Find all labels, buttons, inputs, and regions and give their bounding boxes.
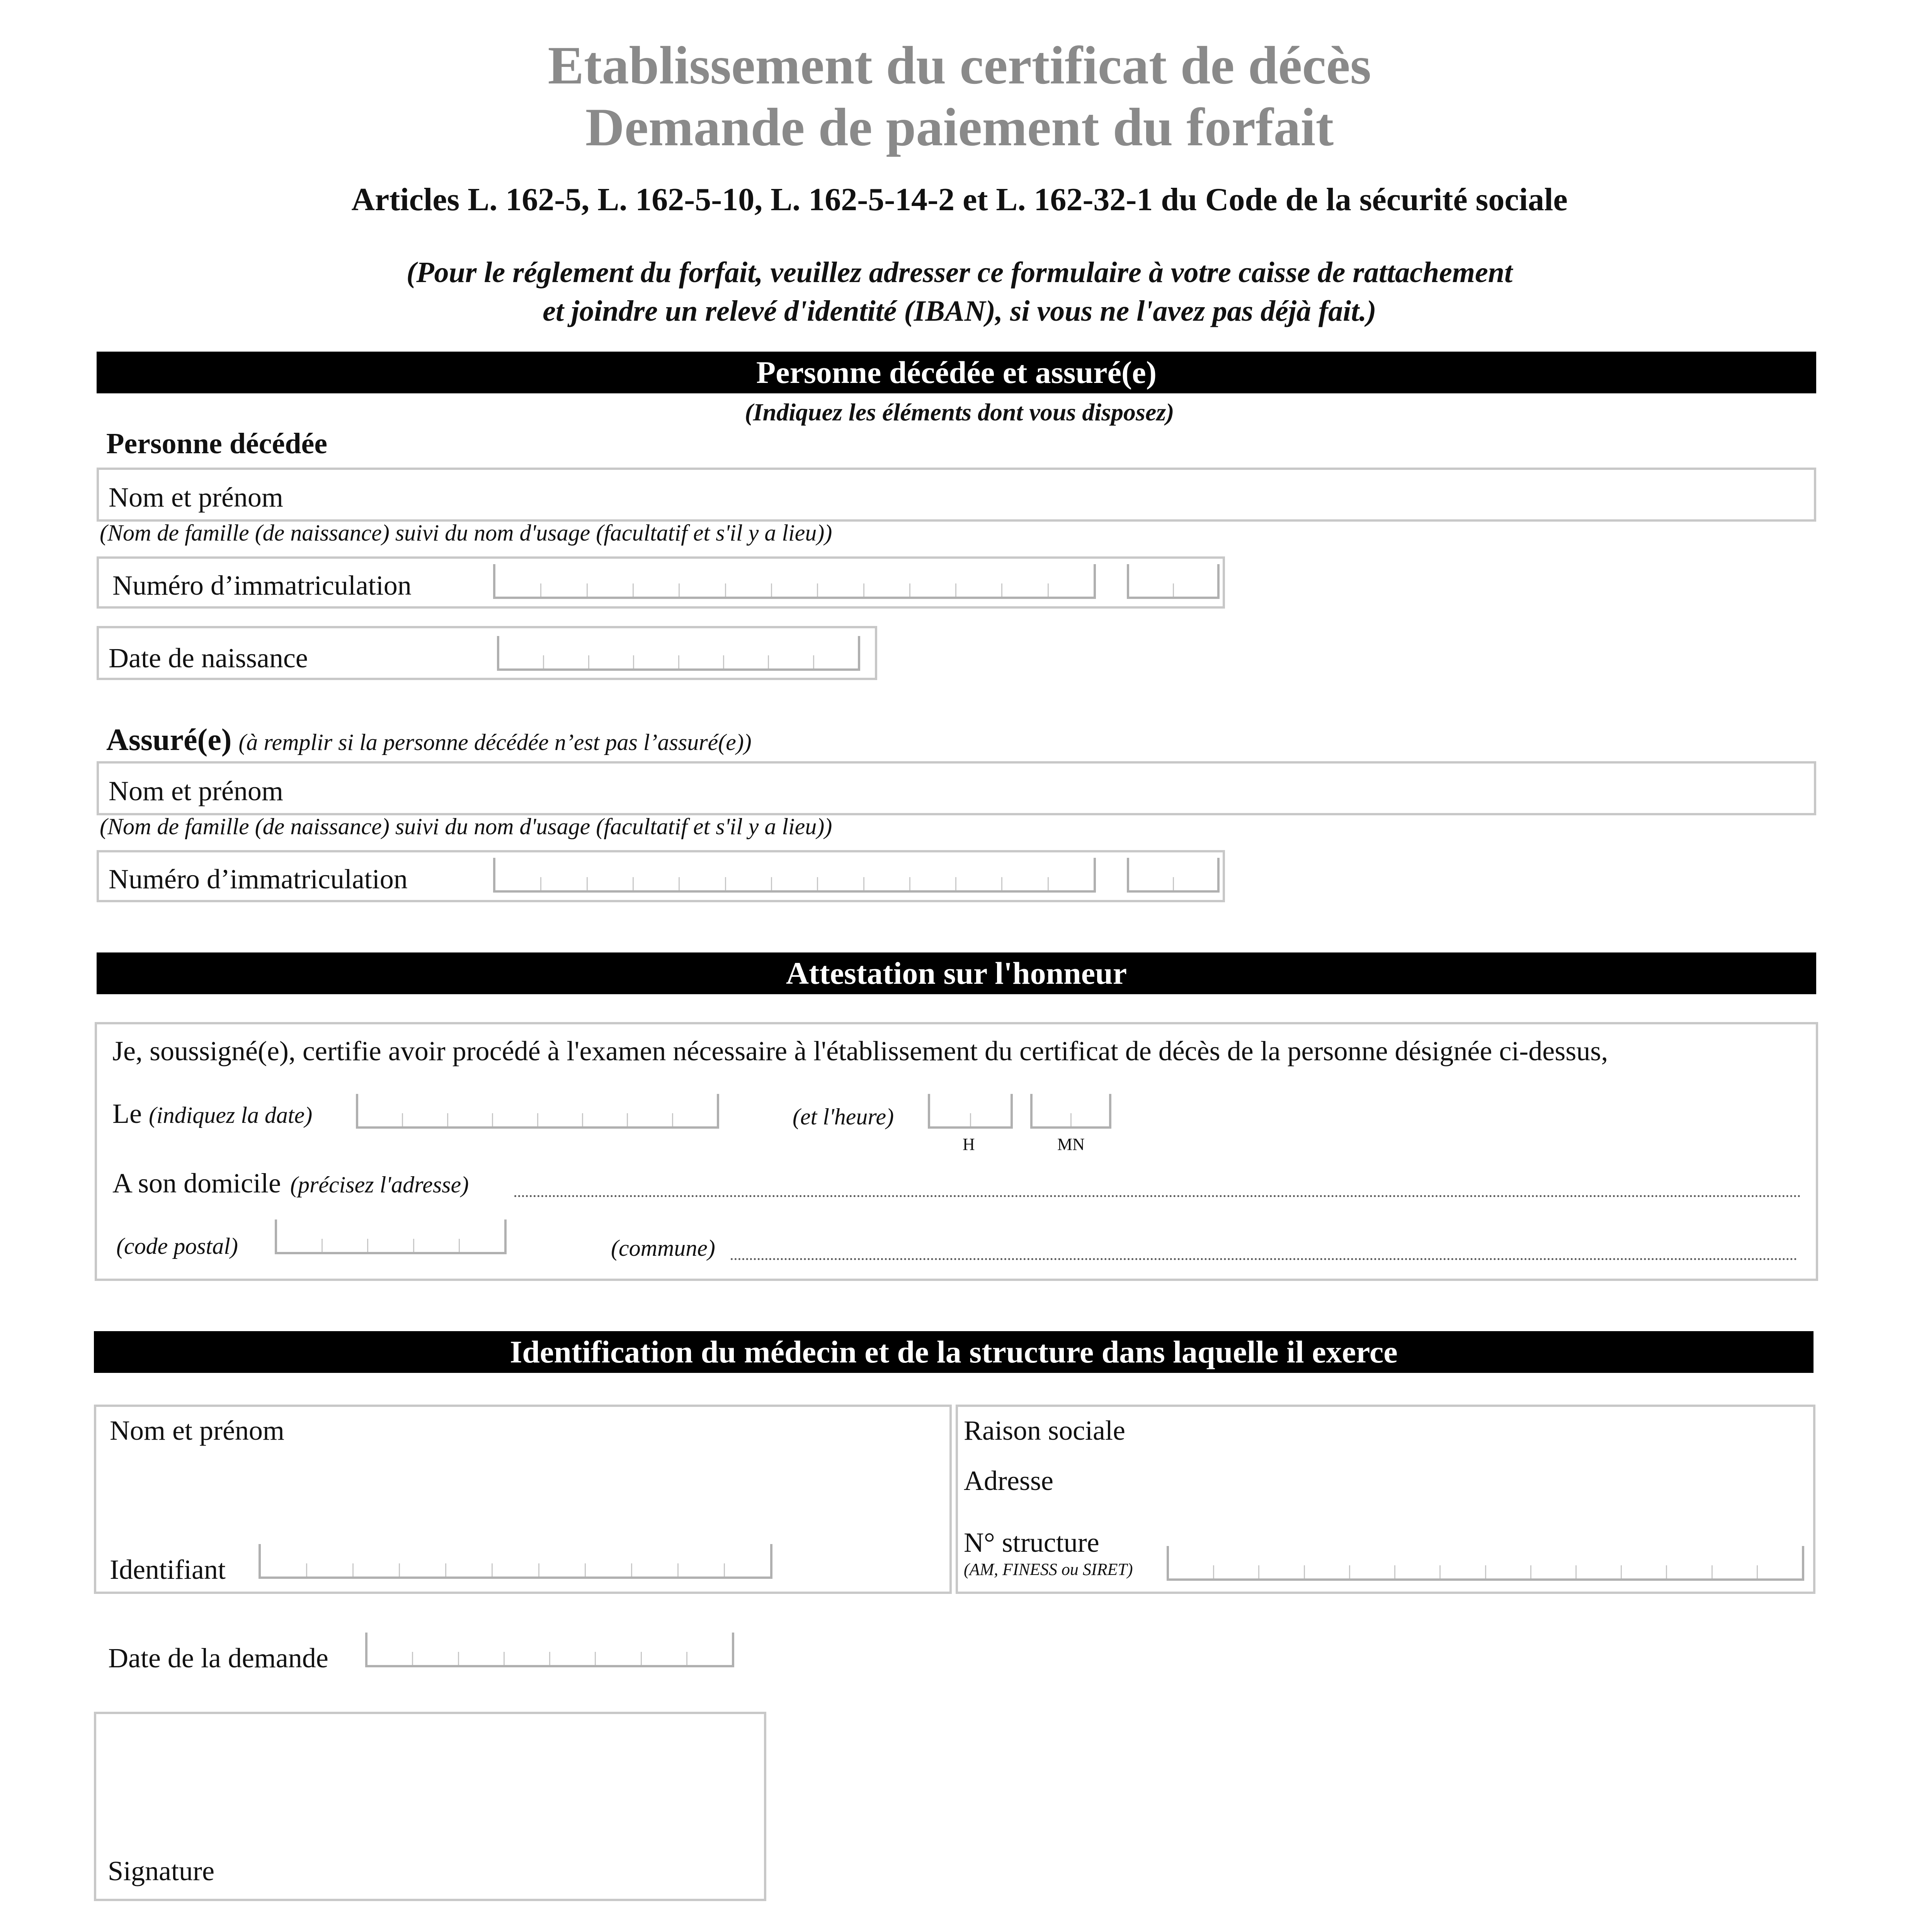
- commune-hint: (commune): [611, 1235, 715, 1261]
- legal-articles: Articles L. 162-5, L. 162-5-10, L. 162-5-14-2 et L. 162-32-1 du Code de la sécurité sociale: [351, 182, 1568, 218]
- signature-box[interactable]: [94, 1712, 766, 1901]
- postal-code-cells[interactable]: [275, 1219, 507, 1254]
- le-label: Le: [112, 1098, 142, 1129]
- address-label: Adresse: [964, 1465, 1053, 1496]
- attestation-box: [95, 1022, 1818, 1281]
- structure-number-cells[interactable]: [1167, 1546, 1804, 1581]
- exam-minute-cells[interactable]: [1030, 1094, 1111, 1129]
- insured-name-label: Nom et prénom: [109, 776, 283, 806]
- insured-id-field[interactable]: [97, 850, 1225, 902]
- time-hint: (et l'heure): [793, 1104, 894, 1129]
- exam-hour-cells[interactable]: [928, 1094, 1013, 1129]
- le-hint: (indiquez la date): [148, 1102, 313, 1128]
- company-name-label: Raison sociale: [964, 1415, 1125, 1446]
- commune-line[interactable]: [731, 1258, 1797, 1260]
- insured-label-hint: (à remplir si la personne décédée n’est pas l’assuré(e)): [238, 730, 752, 755]
- notice-line-2: et joindre un relevé d'identité (IBAN), si vous ne l'avez pas déjà fait.): [543, 295, 1376, 327]
- deceased-id-key-cells[interactable]: [1127, 564, 1220, 599]
- request-date-cells[interactable]: [365, 1633, 734, 1667]
- insured-heading: [106, 723, 752, 758]
- deceased-name-label: Nom et prénom: [109, 482, 283, 513]
- minute-label: MN: [1057, 1135, 1085, 1154]
- deceased-birthdate-cells[interactable]: [497, 636, 860, 671]
- section-instruction: (Indiquez les éléments dont vous disposez): [745, 398, 1174, 426]
- doctor-name-label: Nom et prénom: [110, 1415, 284, 1446]
- insured-label: Assuré(e): [106, 723, 232, 757]
- request-date-label: Date de la demande: [108, 1643, 328, 1673]
- section-heading-attestation: Attestation sur l'honneur: [97, 952, 1816, 994]
- insured-name-hint: (Nom de famille (de naissance) suivi du nom d'usage (facultatif et s'il y a lieu)): [100, 814, 832, 839]
- domicile-row-label: [112, 1167, 469, 1199]
- doctor-box: [94, 1405, 952, 1594]
- deceased-birthdate-label: Date de naissance: [109, 643, 308, 673]
- deceased-id-label: Numéro d’immatriculation: [112, 570, 412, 601]
- form-subtitle: Demande de paiement du forfait: [585, 97, 1334, 157]
- identifier-cells[interactable]: [259, 1544, 772, 1579]
- insured-id-label: Numéro d’immatriculation: [109, 864, 408, 895]
- identifier-label: Identifiant: [110, 1554, 226, 1585]
- deceased-label: Personne décédée: [106, 427, 327, 460]
- insured-id-cells[interactable]: [493, 858, 1096, 893]
- structure-number-hint: (AM, FINESS ou SIRET): [964, 1560, 1133, 1579]
- deceased-id-cells[interactable]: [493, 564, 1096, 599]
- section-heading-deceased: Personne décédée et assuré(e): [97, 352, 1816, 393]
- structure-number-label: N° structure: [964, 1527, 1099, 1558]
- notice-line-1: (Pour le réglement du forfait, veuillez adresser ce formulaire à votre caisse de rattachement: [406, 256, 1513, 289]
- exam-date-cells[interactable]: [356, 1094, 719, 1129]
- domicile-hint: (précisez l'adresse): [290, 1172, 469, 1197]
- insured-id-key-cells[interactable]: [1127, 858, 1220, 893]
- insured-name-field[interactable]: [97, 761, 1816, 815]
- deceased-id-field[interactable]: [97, 556, 1225, 609]
- attestation-statement: Je, soussigné(e), certifie avoir procédé à l'examen nécessaire à l'établissement du certificat de décès de la personne désignée ci-dessus,: [112, 1036, 1608, 1066]
- structure-box: [956, 1405, 1815, 1594]
- deceased-birthdate-field[interactable]: [97, 626, 877, 680]
- hour-label: H: [963, 1135, 975, 1154]
- deceased-name-hint: (Nom de famille (de naissance) suivi du nom d'usage (facultatif et s'il y a lieu)): [100, 520, 832, 546]
- signature-label: Signature: [108, 1855, 214, 1886]
- date-row-label: [112, 1098, 312, 1130]
- domicile-label: A son domicile: [112, 1168, 281, 1199]
- postal-code-hint: (code postal): [116, 1233, 238, 1259]
- address-line[interactable]: [514, 1195, 1801, 1197]
- deceased-name-field[interactable]: [97, 468, 1816, 522]
- section-heading-doctor: Identification du médecin et de la structure dans laquelle il exerce: [94, 1331, 1814, 1373]
- form-title: Etablissement du certificat de décès: [548, 36, 1371, 95]
